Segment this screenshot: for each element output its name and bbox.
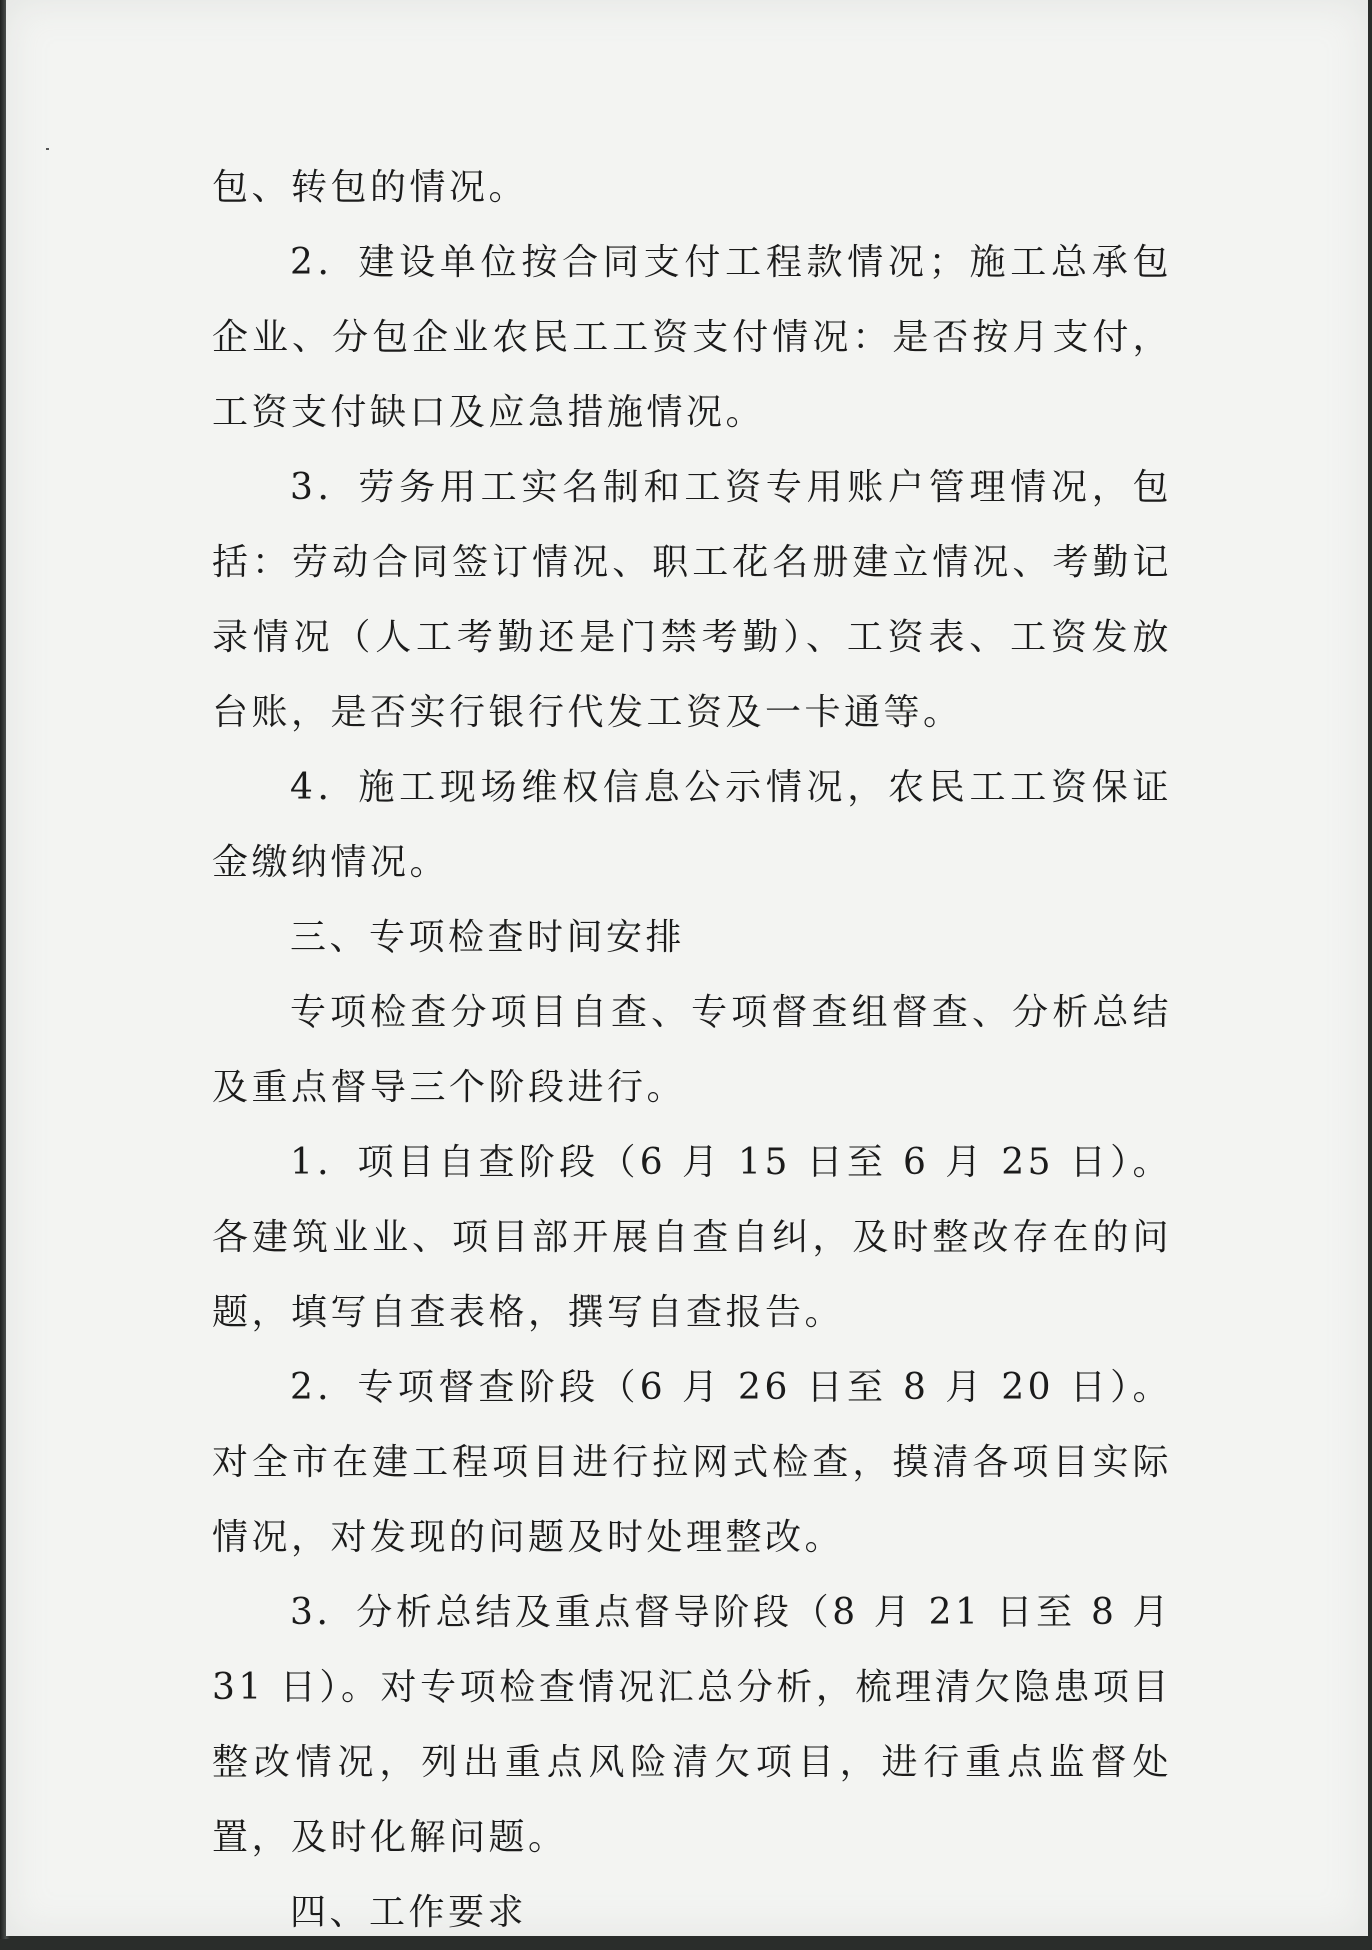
paragraph-item-3-realname: 3．劳务用工实名制和工资专用账户管理情况，包括：劳动合同签订情况、职工花名册建立情况、考勤记录情况（人工考勤还是门禁考勤）、工资表、工资发放台账，是否实行银行代发工资及一卡通等。 xyxy=(212,467,1172,733)
paragraph-continuation: 包、转包的情况。 xyxy=(212,167,529,208)
paragraph-phases-intro: 专项检查分项目自查、专项督查组督查、分析总结及重点督导三个阶段进行。 xyxy=(212,992,1172,1108)
paragraph-phase-1: 1．项目自查阶段（6 月 15 日至 6 月 25 日）。各建筑业业、项目部开展自查自纠，及时整改存在的问题，填写自查表格，撰写自查报告。 xyxy=(212,1142,1172,1333)
paragraph-item-4-publicity: 4．施工现场维权信息公示情况，农民工工资保证金缴纳情况。 xyxy=(212,767,1172,883)
paragraph-phase-2: 2．专项督查阶段（6 月 26 日至 8 月 20 日）。对全市在建工程项目进行拉网式检查，摸清各项目实际情况，对发现的问题及时处理整改。 xyxy=(212,1367,1172,1558)
section-heading-4: 四、工作要求 xyxy=(290,1892,528,1933)
document-page xyxy=(6,0,1368,1936)
scan-speck xyxy=(46,148,49,150)
paragraph-item-2-payment: 2．建设单位按合同支付工程款情况；施工总承包企业、分包企业农民工工资支付情况：是否按月支付，工资支付缺口及应急措施情况。 xyxy=(212,242,1172,433)
section-heading-3: 三、专项检查时间安排 xyxy=(290,917,686,958)
document-body xyxy=(212,150,1172,1950)
paragraph-phase-3: 3．分析总结及重点督导阶段（8 月 21 日至 8 月 31 日）。对专项检查情况汇总分析，梳理清欠隐患项目整改情况，列出重点风险清欠项目，进行重点监督处置，及时化解问题。 xyxy=(212,1592,1172,1858)
